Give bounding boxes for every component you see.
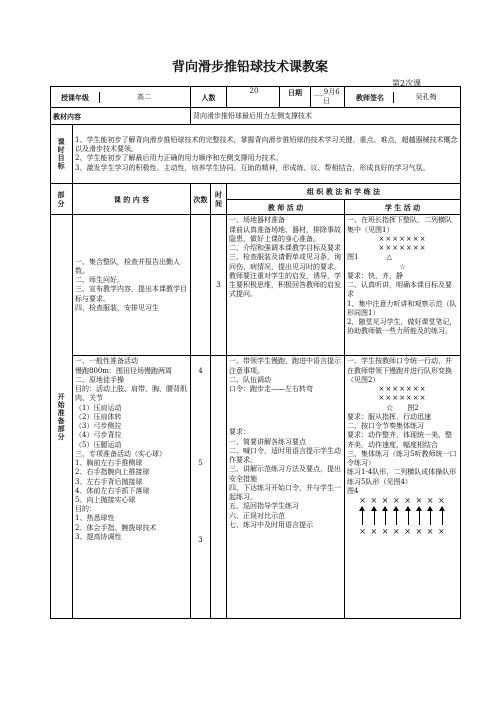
content-line: （2）压肩体转 [75,412,122,421]
content-line: （5）压腿运动 [75,440,122,449]
teacher-line: 七、练习中及时用语言提示 [229,520,313,529]
content-line: 四、检查服装，安排见习生 [75,303,159,312]
figure-label: 图1 △ [347,253,392,262]
section2-teacher [227,356,345,619]
col-teacher: 教 师 活 动 [227,199,345,215]
section2-student [345,356,461,619]
content-line: 二、原地徒手操 [75,375,124,384]
student-line: 一、在班长指挥下整队，二列横队集中（见图1） [347,216,452,234]
teacher-line: 一、场地器材准备 [229,216,285,225]
content-line: 一、集合整队，检查并报告出勤人数。 [75,257,180,275]
figure-label: 图4 [347,486,359,495]
student-line: 2、随堂见习学生，做好课堂笔记，协助教师做一些力所能及的练习。 [347,318,457,336]
content-line: 1、胸前左右手推侧球 [75,459,143,468]
student-line: 练习1-4队形，二列横队成体操队形 [347,468,457,477]
content-line: 3、提高协调性 [75,532,122,541]
formation-row: × × × × × × × × [359,495,446,505]
arrow-up-icon [362,509,363,525]
teacher-line: 二、喊口令，适时用语言提示学生动作要求。 [229,446,341,465]
section1-row [51,215,461,356]
content-line: 二、师生问好。 [75,276,124,285]
lesson-number: 第2次课 [392,79,422,88]
content-line: （1）压肩运动 [75,403,122,412]
teacher-line: 三、讲解示范练习方法及要点，提出安全措施 [229,465,341,483]
column-header-row [51,184,461,200]
student-line: 二、按口令节奏集体练习 [347,422,424,431]
formation-row: ××××××× [378,244,427,253]
arrow-up-icon [430,509,431,525]
date-label: 日期 [280,87,311,107]
times-value: 4 [198,367,203,376]
goals-label: 课时目标 [57,138,67,171]
arrow-up-icon [374,509,375,525]
goals-label-cell [51,125,73,184]
content-text: 背向滑步推铅球最后用力左侧支撑技术 [191,108,461,125]
teacher-line: 五、巡回指导学生练习 [229,502,299,511]
student-line: 二、认真听讲，明确本课目标及要求 [347,281,452,299]
content-line: （3）弓步侧拉 [75,422,122,431]
content-line: 目的：活动上肢、肩带、胸、腰背肌肉、关节 [75,385,187,403]
teacher-line: 要求： [229,428,250,437]
teacher-label: 教师签名 [347,92,394,103]
col-times: 次数 [191,184,211,215]
teacher-line: 口令：跑步走——左右转弯 [229,385,313,394]
goal-line: 3、激发学生学习的积极性、主动性，培养学生协同、互助的精神，形成练、议、帮相结合，形成良好的学习气氛。 [75,163,430,172]
content-label: 教材内容 [51,108,191,125]
content-line: 一、一般性准备活动 [75,357,138,366]
col-student: 学 生 活 动 [345,199,461,215]
section2-times [191,356,211,619]
teacher-cell [345,87,461,108]
grade-label: 授课年级 [51,92,100,103]
teacher-line: 课前认真准备场地、器材，排除事故隐患，做好上课的身心准备。 [229,225,341,243]
goal-line: 1、学生能初步了解背向滑步推铅球技术的完整技术，掌握背向滑步推铅球的技术学习关键、重点、难点，超越器械技术概念以及滑步技术要领。 [75,136,458,154]
goals-text [73,125,461,184]
arrow-up-icon [396,509,397,525]
content-line: 目的： [75,505,96,514]
teacher-line: 一、简要讲解各练习要点 [229,437,306,446]
col-part: 部分 [51,184,73,215]
formation-row: ××××××× [378,385,427,394]
part-label: 开始准备部分 [57,392,67,441]
arrow-up-icon [408,509,409,525]
student-line: 一、学生按教师口令统一行动，并在教师带领下慢跑并进行队形变换（见图2） [347,357,452,384]
teacher-line: 一、带领学生慢跑，跑进中语言提示注意事项。 [229,357,341,375]
teacher-position-star: ☆ [399,262,406,271]
teacher-line: 三、检查服装及请假单或见习条，询问伤、病情况，提出见习时的要求。 [229,253,341,271]
arrow-up-icon [442,509,443,525]
teacher-line: 二、队伍调动 [229,375,271,384]
formation-row: × × × × × × × × [359,526,446,536]
teacher-line: 教师要注重对学生的启发，诱导，学生要积极思维，积极回答教师的启发式提问。 [229,271,341,299]
teacher-name: 吴孔梅 [415,92,437,101]
date-value: ___9月6日 [313,88,340,106]
part-label-cell [51,215,73,619]
section2-row [51,356,461,619]
teacher-line: 二、介绍和强调本课教学目标及要求 [229,244,341,253]
section1-content [73,215,191,356]
student-line: 要求：动作整齐，体现统一美、整齐美，动作速度、幅度相结合 [347,431,452,449]
times-value: 3 [198,535,203,544]
count-date-cell [227,87,345,108]
content-line: 慢跑800m：围田径场慢跑两周 [75,366,172,375]
times-value: 5 [198,458,203,467]
section2-time [211,356,227,619]
header-row [51,87,461,108]
student-line: 三、集体练习（练习5听教师统一口令练习） [347,449,457,468]
formation-arrows [347,509,458,525]
section1-times [191,215,211,356]
figure-label: ☆ 图2 [386,403,419,412]
goals-row [51,125,461,184]
student-line: 1、集中注意力听讲和观察示范（队形同图1） [347,299,457,317]
count-label: 人数 [191,87,227,108]
teacher-line: 四、下达练习开始口令，并与学生一起练习。 [229,483,341,502]
content-row [51,108,461,125]
page-title: 背向滑步推铅球技术课教案 [171,60,328,75]
col-content: 课 的 内 容 [73,184,191,215]
content-line: 3、左右手背后抛接球 [75,477,143,486]
lesson-plan-table [50,86,461,619]
content-line: 5、向上抛接实心球 [75,495,136,504]
formation-row: ××××××× [378,394,427,403]
content-line: （4）弓步背拉 [75,431,122,440]
section1-time: 3 [211,215,227,356]
arrow-up-icon [419,509,420,525]
goal-line: 2、学生能初步了解最后用力正确的用力顺序和左侧支撑用力技术。 [75,154,283,163]
arrow-up-icon [385,509,386,525]
section1-teacher [227,215,345,356]
col-time: 时间 [211,184,227,215]
content-line: 4、体前左右手抓下落球 [75,486,150,495]
col-method: 组 织 教 法 和 学 练 法 [227,184,461,200]
content-line: 1、热悉球性 [75,514,115,523]
content-line: 三、专项准备活动（实心球） [75,449,166,458]
content-line: 2、右手指腕向上推接球 [75,468,150,477]
teacher-line: 六、正误对比示范 [229,511,285,520]
student-line: 要求：快、齐、静 [347,271,403,280]
student-line: 练习5队形（见图4） [347,477,412,486]
section1-student [345,215,461,356]
section2-content [73,356,191,619]
content-line: 三、宣布教学内容，提出本课教学目标与要求。 [75,285,187,303]
grade-cell [51,87,191,108]
content-line: 2、体会手指、腕拨球技术 [75,523,157,532]
grade-value: 高二 [137,92,151,101]
formation-row: ××××××× [378,234,427,243]
count-value: 20 [229,87,280,107]
student-line: 要求：服从指挥，行动迅速 [347,412,431,421]
